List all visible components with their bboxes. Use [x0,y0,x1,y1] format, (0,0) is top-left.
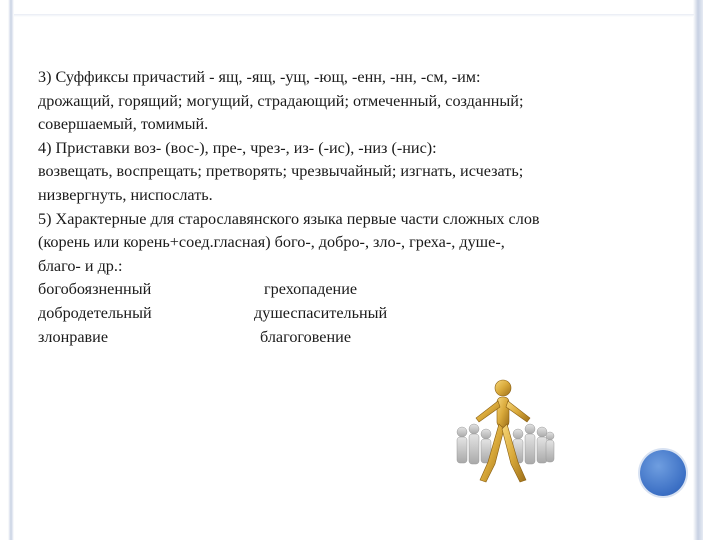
word-left: богобоязненный [38,280,152,299]
word-right: душеспасительный [254,303,388,322]
word-row [38,326,688,350]
golden-figure-with-crowd-icon [448,374,558,494]
word-row [38,278,688,302]
word-right: благоговение [260,327,351,346]
text-line: 5) Характерные для старославянского языка первые части сложных слов [38,209,540,228]
word-right: грехопадение [264,280,358,299]
word-left: добродетельный [38,303,152,322]
slide-text [38,66,688,349]
text-line: (корень или корень+соед.гласная) бого-, добро-, зло-, греха-, душе-, [38,233,505,252]
text-line: 4) Приставки воз- (вос-), пре-, чрез-, из- (-ис), -низ (-нис): [38,138,437,157]
word-row [38,302,688,326]
text-line: совершаемый, томимый. [38,115,209,134]
word-left: злонравие [38,327,108,346]
text-line: благо- и др.: [38,256,123,275]
text-line: низвергнуть, ниспослать. [38,185,213,204]
text-line: дрожащий, горящий; могущий, страдающий; отмеченный, созданный; [38,91,524,110]
blue-circle-icon [640,450,686,496]
text-line: 3) Суффиксы причастий - ящ, -ящ, -ущ, -ющ, -енн, -нн, -см, -им: [38,68,481,86]
slide-frame-right [693,0,703,540]
slide-frame-left [8,0,14,540]
slide-frame-top [14,14,694,17]
text-line: возвещать, воспрещать; претворять; чрезвычайный; изгнать, исчезать; [38,162,524,181]
